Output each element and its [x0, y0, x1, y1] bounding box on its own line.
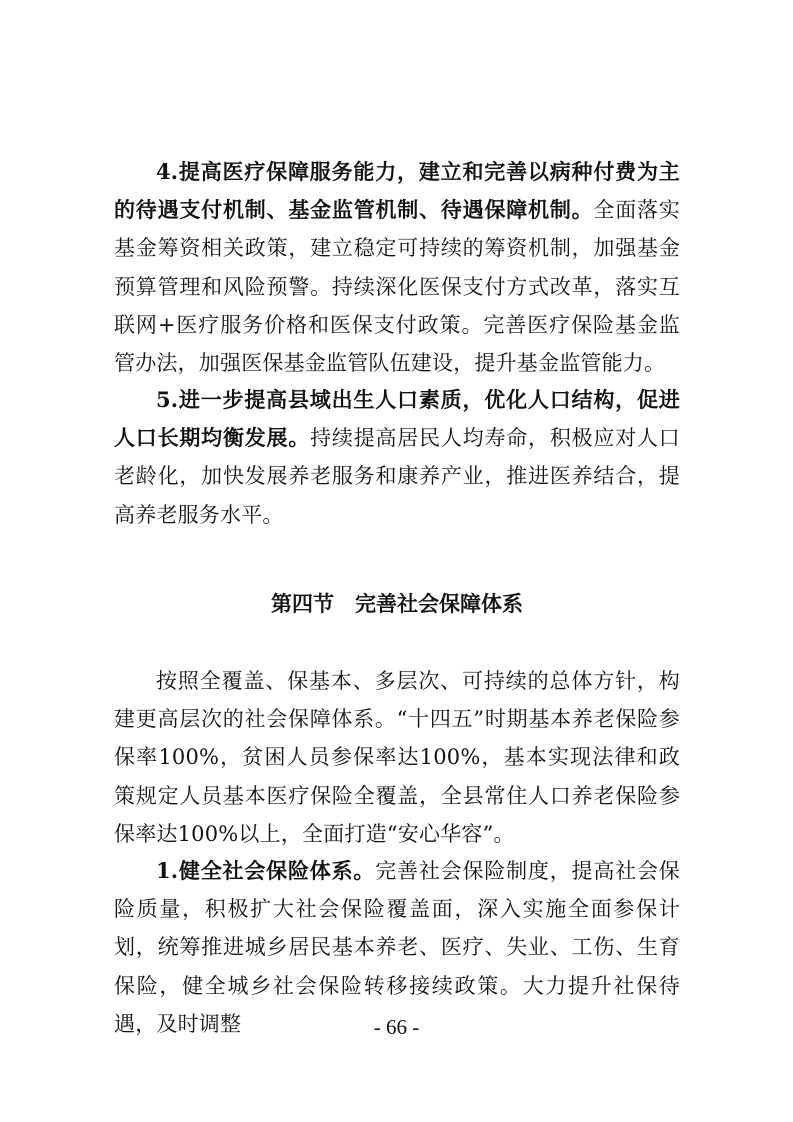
paragraph-section-intro [114, 662, 680, 853]
section-heading: 第四节 完善社会保障体系 [271, 592, 523, 616]
paragraph-lead: 5.进一步提高县域出生人口素质，优化人口结构，促进人口长期均衡发展。 [114, 387, 680, 451]
page-number: - 66 - [373, 1015, 420, 1039]
paragraph-body: 全面落实基金筹资相关政策，建立稳定可持续的筹资机制，加强基金预算管理和风险预警。持续深化医保支付方式改革，落实互联网+医疗服务价格和医保支付政策。完善医疗保险基金监管办法，加强医保基金监管队伍建设，提升基金监管能力。 [114, 198, 680, 376]
paragraph-body: 完善社会保险制度，提高社会保险质量，积极扩大社会保险覆盖面，深入实施全面参保计划，统筹推进城乡居民基本养老、医疗、失业、工伤、生育保险，健全城乡社会保险转移接续政策。大力提升社保待遇，及时调整 [114, 859, 680, 1036]
paragraph-lead: 4.提高医疗保障服务能力，建立和完善以病种付费为主的待遇支付机制、基金监管机制、待遇保障机制。 [114, 159, 680, 223]
paragraph-body: 持续提高居民人均寿命，积极应对人口老龄化，加快发展养老服务和康养产业，推进医养结合，提高养老服务水平。 [114, 426, 680, 527]
paragraph-lead: 1.健全社会保险体系。 [156, 858, 376, 883]
paragraph-body: 按照全覆盖、保基本、多层次、可持续的总体方针，构建更高层次的社会保障体系。“十四五”时期基本养老保险参保率100%，贫困人员参保率达100%，基本实现法律和政策规定人员基本医疗保险全覆盖，全县常住人口养老保险参保率达100%以上，全面打造“安心华容”。 [114, 669, 680, 846]
paragraph-medical-insurance [114, 153, 680, 382]
paragraph-population [114, 381, 680, 534]
